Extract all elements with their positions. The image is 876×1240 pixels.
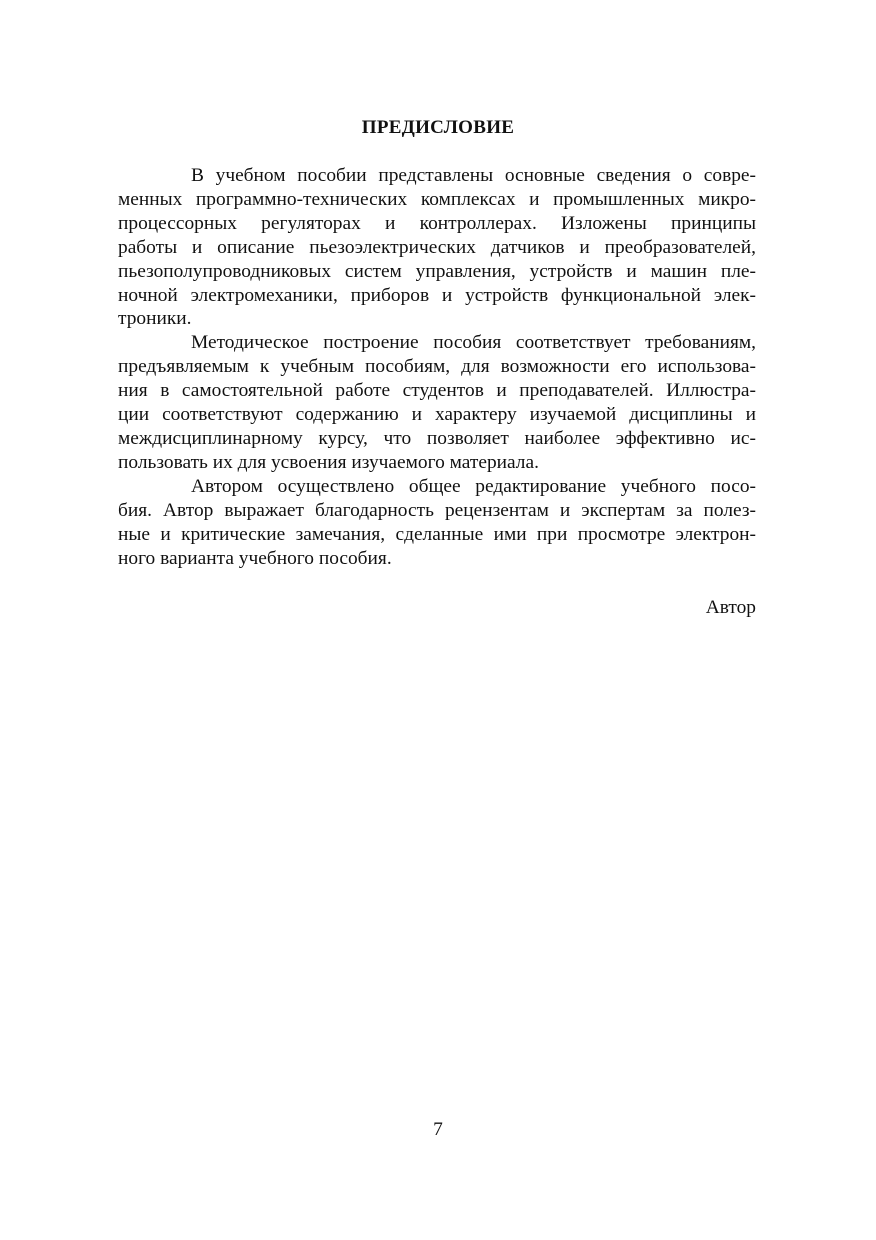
text-line: Автором осуществлено общее редактирование учебного посо- (191, 475, 756, 497)
text-line: междисциплинарному курсу, что позволяет наиболее эффективно ис- (118, 427, 756, 449)
text-line: Методическое построение пособия соответствует требованиям, (191, 332, 756, 354)
text-line: ного варианта учебного пособия. (118, 547, 392, 569)
paragraph-2 (118, 331, 756, 474)
text-line: троники. (118, 308, 192, 330)
body-text (118, 164, 756, 570)
page-number: 7 (433, 1119, 443, 1140)
page-title: ПРЕДИСЛОВИЕ (361, 117, 515, 138)
text-line: ные и критические замечания, сделанные ими при просмотре электрон- (118, 523, 756, 545)
text-line: пользовать их для усвоения изучаемого материала. (118, 451, 539, 473)
paragraph-3 (118, 475, 756, 571)
text-line: процессорных регуляторах и контроллерах. Изложены принципы (118, 212, 756, 234)
text-line: менных программно-технических комплексах и промышленных микро- (118, 188, 756, 210)
author-signature: Автор (705, 597, 756, 618)
paragraph-1 (118, 164, 756, 331)
text-line: В учебном пособии представлены основные сведения о совре- (191, 165, 756, 186)
text-line: ния в самостоятельной работе студентов и преподавателей. Иллюстра- (118, 380, 756, 402)
text-line: бия. Автор выражает благодарность рецензентам и экспертам за полез- (118, 499, 756, 521)
text-line: пьезополупроводниковых систем управления, устройств и машин пле- (118, 260, 756, 282)
text-line: ночной электромеханики, приборов и устройств функциональной элек- (118, 284, 756, 306)
text-line: работы и описание пьезоэлектрических датчиков и преобразователей, (118, 236, 756, 258)
text-line: ции соответствуют содержанию и характеру изучаемой дисциплины и (118, 404, 756, 426)
text-line: предъявляемым к учебным пособиям, для возможности его использова- (118, 356, 756, 378)
